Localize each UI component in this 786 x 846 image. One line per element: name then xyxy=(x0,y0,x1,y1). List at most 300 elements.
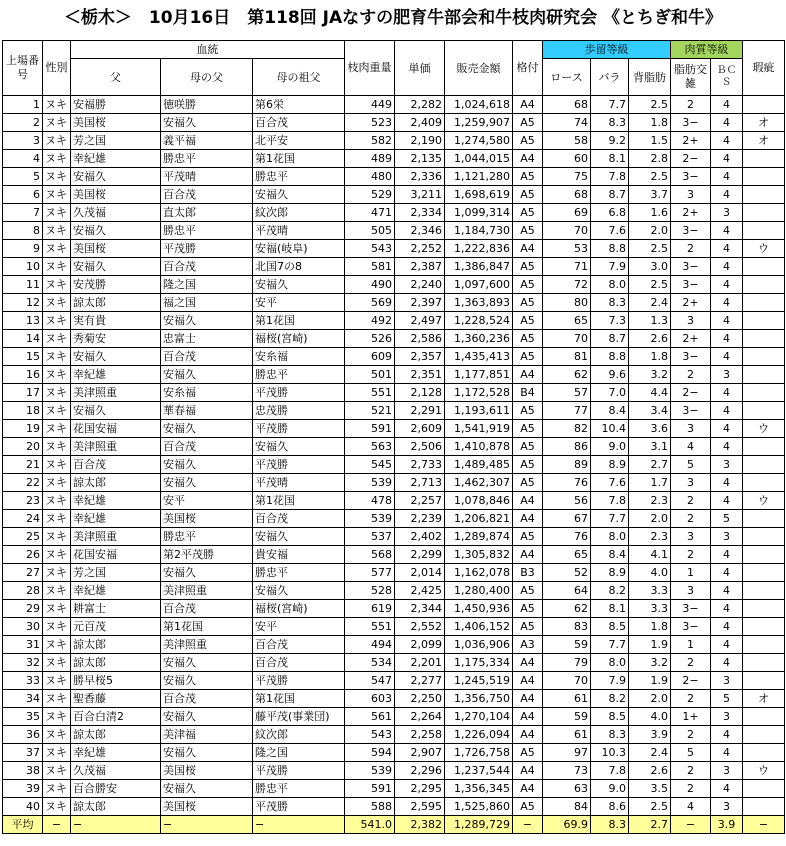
cell-no: 36 xyxy=(3,726,43,744)
cell-unit-price: 2,733 xyxy=(395,456,445,474)
cell-back-fat: 1.5 xyxy=(629,132,671,150)
cell-father: 美津照重 xyxy=(71,438,161,456)
cell-marbling: 3− xyxy=(671,402,711,420)
cell-back-fat: 1.7 xyxy=(629,474,671,492)
cell-sex: ヌキ xyxy=(43,762,71,780)
cell-defect: オ xyxy=(743,114,785,132)
cell-weight: 588 xyxy=(345,798,395,816)
cell-weight: 449 xyxy=(345,96,395,114)
cell-sales: 1,177,851 xyxy=(445,366,513,384)
cell-mothers-father: 安平 xyxy=(161,492,253,510)
cell-grade: A5 xyxy=(513,348,543,366)
table-row xyxy=(3,222,785,240)
header-weight: 枝肉重量 xyxy=(345,41,395,96)
cell-father: 実有貴 xyxy=(71,312,161,330)
cell-bara: 8.6 xyxy=(591,798,629,816)
cell-unit-price: 2,397 xyxy=(395,294,445,312)
cell-father: 諒太郎 xyxy=(71,474,161,492)
cell-defect xyxy=(743,708,785,726)
cell-defect xyxy=(743,456,785,474)
table-row xyxy=(3,168,785,186)
table-row xyxy=(3,546,785,564)
cell-mothers-grandfather: 勝忠平 xyxy=(253,780,345,798)
cell-father: 勝早桜5 xyxy=(71,672,161,690)
cell-mothers-grandfather: 隆之国 xyxy=(253,744,345,762)
cell-bara: 7.8 xyxy=(591,168,629,186)
cell-no: 27 xyxy=(3,564,43,582)
table-row xyxy=(3,618,785,636)
cell-weight: 534 xyxy=(345,654,395,672)
cell-unit-price: 2,586 xyxy=(395,330,445,348)
cell-back-fat: 1.9 xyxy=(629,672,671,690)
cell-defect xyxy=(743,366,785,384)
cell-unit-price: 2,357 xyxy=(395,348,445,366)
cell-father: 諒太郎 xyxy=(71,798,161,816)
cell-defect: ウ xyxy=(743,240,785,258)
cell-sales: 1,228,524 xyxy=(445,312,513,330)
cell-marbling: 2 xyxy=(671,546,711,564)
cell-weight: 494 xyxy=(345,636,395,654)
cell-sales: 1,097,600 xyxy=(445,276,513,294)
cell-sex: ヌキ xyxy=(43,726,71,744)
cell-grade: B4 xyxy=(513,384,543,402)
cell-bara: 6.8 xyxy=(591,204,629,222)
cell-marbling: 3 xyxy=(671,312,711,330)
cell-unit-price: 2,295 xyxy=(395,780,445,798)
cell-back-fat: 2.7 xyxy=(629,456,671,474)
cell-weight: 569 xyxy=(345,294,395,312)
cell-mothers-father: 美国桜 xyxy=(161,798,253,816)
cell-bcs: 3 xyxy=(711,672,743,690)
cell-sales: 1,184,730 xyxy=(445,222,513,240)
cell-grade: A4 xyxy=(513,96,543,114)
table-row xyxy=(3,150,785,168)
cell-back-fat: 2.6 xyxy=(629,330,671,348)
cell-sex: ヌキ xyxy=(43,582,71,600)
cell-mothers-father: 安福久 xyxy=(161,474,253,492)
cell-sex: ヌキ xyxy=(43,600,71,618)
cell-no: 12 xyxy=(3,294,43,312)
cell-sales: 1,489,485 xyxy=(445,456,513,474)
cell-bcs: 4 xyxy=(711,600,743,618)
cell-bara: 8.3 xyxy=(591,294,629,312)
cell-mothers-grandfather: 百合茂 xyxy=(253,654,345,672)
cell-unit-price: 2,351 xyxy=(395,366,445,384)
cell-sex: ヌキ xyxy=(43,510,71,528)
cell-bara: 7.8 xyxy=(591,492,629,510)
cell-sales: 1,259,907 xyxy=(445,114,513,132)
cell-unit-price: 2,425 xyxy=(395,582,445,600)
cell-mothers-grandfather: 紋次郎 xyxy=(253,204,345,222)
cell-father: 諒太郎 xyxy=(71,654,161,672)
cell-sales: 1,024,618 xyxy=(445,96,513,114)
cell-mothers-father: 平茂勝 xyxy=(161,240,253,258)
cell-marbling: 2− xyxy=(671,672,711,690)
cell-bara: 8.5 xyxy=(591,618,629,636)
table-row xyxy=(3,348,785,366)
avg-back-fat: 2.7 xyxy=(629,816,671,834)
cell-marbling: 2 xyxy=(671,96,711,114)
cell-sex: ヌキ xyxy=(43,564,71,582)
cell-marbling: 2+ xyxy=(671,132,711,150)
cell-mothers-grandfather: 平茂勝 xyxy=(253,420,345,438)
cell-marbling: 2 xyxy=(671,690,711,708)
cell-father: 美国桜 xyxy=(71,240,161,258)
table-row xyxy=(3,366,785,384)
cell-mothers-father: 勝忠平 xyxy=(161,528,253,546)
cell-marbling: 2 xyxy=(671,510,711,528)
cell-unit-price: 2,099 xyxy=(395,636,445,654)
cell-sales: 1,280,400 xyxy=(445,582,513,600)
cell-mothers-father: 美国桜 xyxy=(161,510,253,528)
cell-father: 芳之国 xyxy=(71,132,161,150)
cell-bara: 8.8 xyxy=(591,240,629,258)
cell-roast: 70 xyxy=(543,330,591,348)
table-row xyxy=(3,564,785,582)
cell-bara: 8.7 xyxy=(591,330,629,348)
cell-mothers-father: 美国桜 xyxy=(161,762,253,780)
cell-marbling: 5 xyxy=(671,456,711,474)
cell-marbling: 2 xyxy=(671,762,711,780)
cell-back-fat: 2.5 xyxy=(629,168,671,186)
cell-defect: オ xyxy=(743,690,785,708)
avg-defect: − xyxy=(743,816,785,834)
cell-bcs: 4 xyxy=(711,276,743,294)
cell-roast: 62 xyxy=(543,366,591,384)
cell-unit-price: 2,402 xyxy=(395,528,445,546)
cell-mothers-grandfather: 平茂勝 xyxy=(253,798,345,816)
cell-sales: 1,237,544 xyxy=(445,762,513,780)
cell-sales: 1,036,906 xyxy=(445,636,513,654)
cell-defect xyxy=(743,528,785,546)
cell-back-fat: 3.2 xyxy=(629,366,671,384)
table-row xyxy=(3,600,785,618)
cell-bcs: 4 xyxy=(711,294,743,312)
cell-grade: A5 xyxy=(513,294,543,312)
cell-mothers-father: 徳咲勝 xyxy=(161,96,253,114)
cell-mothers-father: 安福久 xyxy=(161,564,253,582)
page-title: ＜栃木＞ 10月16日 第118回 JAなすの肥育牛部会和牛枝肉研究会 《とちぎ和牛》 xyxy=(63,8,723,28)
cell-grade: A5 xyxy=(513,420,543,438)
cell-mothers-father: 安福久 xyxy=(161,312,253,330)
table-row xyxy=(3,582,785,600)
cell-bcs: 4 xyxy=(711,618,743,636)
cell-roast: 67 xyxy=(543,510,591,528)
cell-unit-price: 2,336 xyxy=(395,168,445,186)
cell-grade: A5 xyxy=(513,312,543,330)
cell-back-fat: 3.2 xyxy=(629,654,671,672)
cell-sex: ヌキ xyxy=(43,690,71,708)
cell-bcs: 4 xyxy=(711,258,743,276)
cell-mothers-father: 安福久 xyxy=(161,366,253,384)
cell-defect xyxy=(743,600,785,618)
cell-defect xyxy=(743,582,785,600)
cell-mothers-grandfather: 平茂晴 xyxy=(253,474,345,492)
cell-sales: 1,172,528 xyxy=(445,384,513,402)
cell-weight: 543 xyxy=(345,240,395,258)
cell-bcs: 3 xyxy=(711,708,743,726)
cell-no: 19 xyxy=(3,420,43,438)
cell-no: 1 xyxy=(3,96,43,114)
cell-bara: 8.9 xyxy=(591,564,629,582)
table-row xyxy=(3,762,785,780)
cell-back-fat: 4.1 xyxy=(629,546,671,564)
table-row xyxy=(3,708,785,726)
avg-unit-price: 2,382 xyxy=(395,816,445,834)
table-row xyxy=(3,294,785,312)
cell-sales: 1,435,413 xyxy=(445,348,513,366)
cell-roast: 72 xyxy=(543,276,591,294)
cell-marbling: 4 xyxy=(671,798,711,816)
cell-mothers-father: 安糸福 xyxy=(161,384,253,402)
cell-sex: ヌキ xyxy=(43,798,71,816)
cell-bara: 8.5 xyxy=(591,708,629,726)
cell-weight: 543 xyxy=(345,726,395,744)
cell-sex: ヌキ xyxy=(43,96,71,114)
cell-no: 2 xyxy=(3,114,43,132)
cell-back-fat: 1.8 xyxy=(629,114,671,132)
cell-marbling: 1 xyxy=(671,636,711,654)
cell-defect xyxy=(743,204,785,222)
cell-father: 幸紀雄 xyxy=(71,492,161,510)
cell-marbling: 3 xyxy=(671,474,711,492)
cell-bara: 9.0 xyxy=(591,780,629,798)
cell-sex: ヌキ xyxy=(43,672,71,690)
cell-bcs: 4 xyxy=(711,186,743,204)
table-row xyxy=(3,402,785,420)
cell-back-fat: 2.4 xyxy=(629,294,671,312)
cell-mothers-father: 百合茂 xyxy=(161,438,253,456)
cell-defect xyxy=(743,618,785,636)
cell-bcs: 4 xyxy=(711,780,743,798)
cell-bara: 9.0 xyxy=(591,438,629,456)
cell-unit-price: 3,211 xyxy=(395,186,445,204)
cell-unit-price: 2,907 xyxy=(395,744,445,762)
cell-no: 35 xyxy=(3,708,43,726)
cell-roast: 83 xyxy=(543,618,591,636)
cell-marbling: 2− xyxy=(671,150,711,168)
cell-father: 聖香藤 xyxy=(71,690,161,708)
cell-bcs: 4 xyxy=(711,312,743,330)
cell-back-fat: 1.3 xyxy=(629,312,671,330)
cell-sex: ヌキ xyxy=(43,474,71,492)
cell-father: 芳之国 xyxy=(71,564,161,582)
cell-mothers-father: 華春福 xyxy=(161,402,253,420)
cell-father: 百合茂 xyxy=(71,456,161,474)
cell-bcs: 4 xyxy=(711,438,743,456)
cell-sex: ヌキ xyxy=(43,150,71,168)
cell-sex: ヌキ xyxy=(43,618,71,636)
cell-roast: 65 xyxy=(543,312,591,330)
cell-sales: 1,193,611 xyxy=(445,402,513,420)
cell-mothers-father: 安福久 xyxy=(161,744,253,762)
cell-no: 5 xyxy=(3,168,43,186)
table-row xyxy=(3,636,785,654)
cell-back-fat: 3.7 xyxy=(629,186,671,204)
cell-back-fat: 2.3 xyxy=(629,492,671,510)
avg-marbling: − xyxy=(671,816,711,834)
cell-bara: 7.9 xyxy=(591,258,629,276)
cell-marbling: 3 xyxy=(671,528,711,546)
cell-bcs: 4 xyxy=(711,636,743,654)
cell-grade: A5 xyxy=(513,456,543,474)
cell-defect xyxy=(743,726,785,744)
cell-no: 40 xyxy=(3,798,43,816)
table-row xyxy=(3,186,785,204)
cell-mothers-grandfather: 貴安福 xyxy=(253,546,345,564)
table-row xyxy=(3,312,785,330)
cell-no: 26 xyxy=(3,546,43,564)
cell-sales: 1,726,758 xyxy=(445,744,513,762)
cell-back-fat: 2.6 xyxy=(629,762,671,780)
cell-bcs: 3 xyxy=(711,456,743,474)
avg-roast: 69.9 xyxy=(543,816,591,834)
cell-mothers-grandfather: 平茂勝 xyxy=(253,762,345,780)
cell-defect: ウ xyxy=(743,420,785,438)
cell-no: 24 xyxy=(3,510,43,528)
cell-marbling: 3− xyxy=(671,600,711,618)
header-mothers-grandfather: 母の祖父 xyxy=(253,59,345,96)
cell-back-fat: 3.3 xyxy=(629,600,671,618)
cell-mothers-grandfather: 安福(岐阜) xyxy=(253,240,345,258)
cell-father: 久茂福 xyxy=(71,204,161,222)
cell-no: 15 xyxy=(3,348,43,366)
cell-grade: A5 xyxy=(513,744,543,762)
cell-weight: 539 xyxy=(345,762,395,780)
cell-no: 8 xyxy=(3,222,43,240)
cell-back-fat: 3.9 xyxy=(629,726,671,744)
cell-mothers-father: 勝忠平 xyxy=(161,150,253,168)
cell-bcs: 4 xyxy=(711,132,743,150)
carcass-results-table xyxy=(2,40,785,834)
cell-sales: 1,450,936 xyxy=(445,600,513,618)
cell-bara: 8.4 xyxy=(591,546,629,564)
cell-sales: 1,386,847 xyxy=(445,258,513,276)
cell-marbling: 2+ xyxy=(671,294,711,312)
cell-bara: 8.1 xyxy=(591,600,629,618)
cell-back-fat: 2.0 xyxy=(629,510,671,528)
cell-weight: 528 xyxy=(345,582,395,600)
cell-bcs: 4 xyxy=(711,222,743,240)
cell-sex: ヌキ xyxy=(43,492,71,510)
cell-father: 花国安福 xyxy=(71,546,161,564)
cell-bara: 8.0 xyxy=(591,528,629,546)
cell-weight: 551 xyxy=(345,384,395,402)
table-row xyxy=(3,780,785,798)
cell-marbling: 2+ xyxy=(671,204,711,222)
cell-no: 7 xyxy=(3,204,43,222)
table-row xyxy=(3,330,785,348)
cell-sales: 1,044,015 xyxy=(445,150,513,168)
header-marbling: 脂肪交雑 xyxy=(671,59,711,96)
cell-father: 幸紀雄 xyxy=(71,510,161,528)
cell-bcs: 4 xyxy=(711,582,743,600)
cell-marbling: 3− xyxy=(671,276,711,294)
cell-unit-price: 2,252 xyxy=(395,240,445,258)
cell-bcs: 4 xyxy=(711,726,743,744)
cell-bara: 9.6 xyxy=(591,366,629,384)
cell-unit-price: 2,201 xyxy=(395,654,445,672)
cell-marbling: 2− xyxy=(671,384,711,402)
cell-mothers-father: 第2平茂勝 xyxy=(161,546,253,564)
table-body xyxy=(3,96,785,816)
cell-no: 10 xyxy=(3,258,43,276)
cell-weight: 619 xyxy=(345,600,395,618)
cell-marbling: 3− xyxy=(671,168,711,186)
cell-defect xyxy=(743,96,785,114)
cell-back-fat: 3.3 xyxy=(629,582,671,600)
cell-weight: 551 xyxy=(345,618,395,636)
cell-mothers-grandfather: 勝忠平 xyxy=(253,366,345,384)
cell-father: 安福久 xyxy=(71,222,161,240)
header-roast: ロース xyxy=(543,59,591,96)
header-sex: 性別 xyxy=(43,41,71,96)
cell-roast: 58 xyxy=(543,132,591,150)
cell-mothers-grandfather: 安糸福 xyxy=(253,348,345,366)
header-mothers-father: 母の父 xyxy=(161,59,253,96)
cell-grade: A5 xyxy=(513,618,543,636)
cell-weight: 480 xyxy=(345,168,395,186)
cell-roast: 84 xyxy=(543,798,591,816)
cell-father: 花国安福 xyxy=(71,420,161,438)
cell-sales: 1,162,078 xyxy=(445,564,513,582)
cell-roast: 75 xyxy=(543,168,591,186)
table-row xyxy=(3,744,785,762)
cell-sales: 1,289,874 xyxy=(445,528,513,546)
cell-no: 9 xyxy=(3,240,43,258)
cell-bara: 9.2 xyxy=(591,132,629,150)
table-row xyxy=(3,258,785,276)
cell-sales: 1,698,619 xyxy=(445,186,513,204)
cell-no: 34 xyxy=(3,690,43,708)
cell-weight: 545 xyxy=(345,456,395,474)
cell-defect xyxy=(743,150,785,168)
cell-weight: 561 xyxy=(345,708,395,726)
cell-mothers-grandfather: 平茂晴 xyxy=(253,222,345,240)
table-row xyxy=(3,798,785,816)
cell-bcs: 4 xyxy=(711,240,743,258)
cell-back-fat: 4.0 xyxy=(629,708,671,726)
cell-roast: 76 xyxy=(543,474,591,492)
cell-mothers-grandfather: 勝忠平 xyxy=(253,564,345,582)
cell-sales: 1,406,152 xyxy=(445,618,513,636)
cell-grade: A5 xyxy=(513,132,543,150)
cell-sales: 1,078,846 xyxy=(445,492,513,510)
cell-back-fat: 3.5 xyxy=(629,780,671,798)
cell-mothers-father: 忠富士 xyxy=(161,330,253,348)
cell-mothers-father: 百合茂 xyxy=(161,690,253,708)
header-no: 上場番号 xyxy=(3,41,43,96)
cell-bcs: 5 xyxy=(711,510,743,528)
cell-bcs: 4 xyxy=(711,96,743,114)
cell-sales: 1,541,919 xyxy=(445,420,513,438)
cell-father: 秀菊安 xyxy=(71,330,161,348)
cell-bara: 8.1 xyxy=(591,150,629,168)
cell-sex: ヌキ xyxy=(43,654,71,672)
cell-grade: A4 xyxy=(513,672,543,690)
cell-defect xyxy=(743,438,785,456)
cell-mothers-father: 安福久 xyxy=(161,708,253,726)
cell-mothers-grandfather: 福桜(宮崎) xyxy=(253,330,345,348)
cell-weight: 537 xyxy=(345,528,395,546)
cell-mothers-grandfather: 百合茂 xyxy=(253,636,345,654)
avg-mothers-grandfather: − xyxy=(253,816,345,834)
cell-bara: 10.4 xyxy=(591,420,629,438)
cell-father: 美国桜 xyxy=(71,114,161,132)
cell-back-fat: 2.5 xyxy=(629,798,671,816)
cell-grade: A4 xyxy=(513,690,543,708)
cell-roast: 56 xyxy=(543,492,591,510)
